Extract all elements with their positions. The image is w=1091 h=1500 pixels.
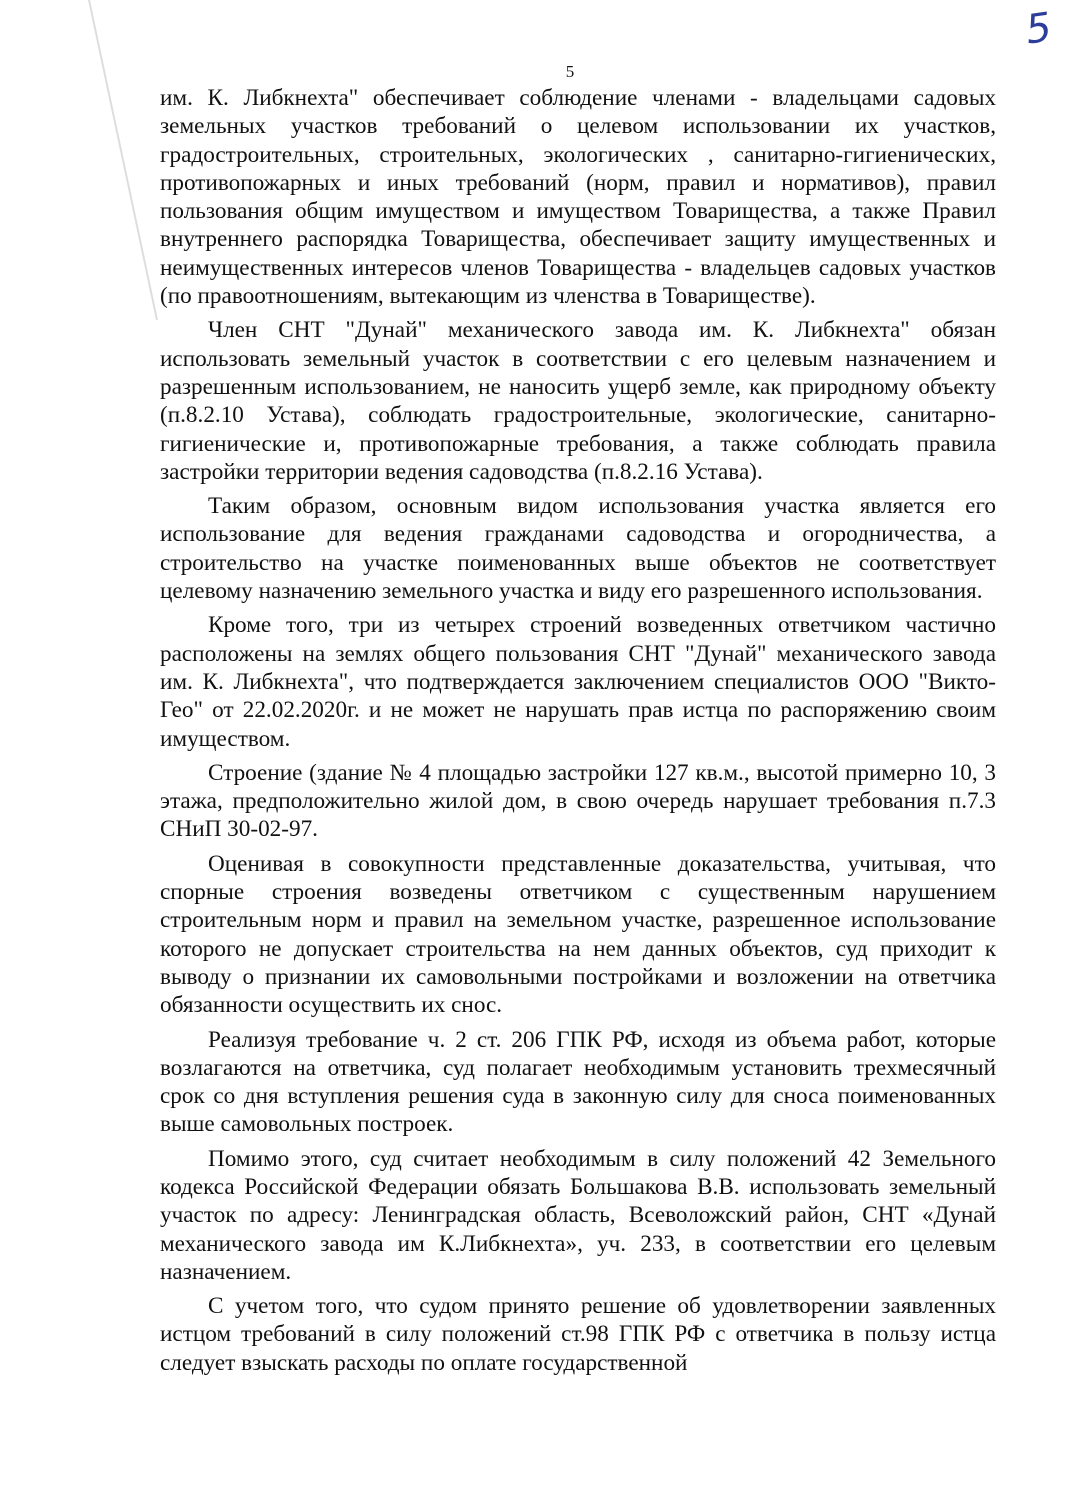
- document-body: [160, 84, 996, 1383]
- paragraph-1: им. К. Либкнехта" обеспечивает соблюдение членами - владельцами садовых земельных участков требований о целевом использовании их участков, градостроительных, строительных, экологических , санитарно-гигиенических, противопожарных и иных требований (норм, правил и нормативов), правил пользования общим имуществом и имуществом Товарищества, а также Правил внутреннего распорядка Товарищества, обеспечивает защиту имущественных и неимущественных интересов членов Товарищества - владельцев садовых участков (по правоотношениям, вытекающим из членства в Товариществе).: [160, 85, 996, 310]
- paragraph-5: Строение (здание № 4 площадью застройки 127 кв.м., высотой примерно 10, 3 этажа, предположительно жилой дом, в свою очередь нарушает требования п.7.3 СНиП 30-02-97.: [160, 759, 996, 843]
- handwritten-page-number: 5: [1022, 4, 1055, 54]
- paragraph-7: Реализуя требование ч. 2 ст. 206 ГПК РФ, исходя из объема работ, которые возлагаются на ответчика, суд полагает необходимым установить трехмесячный срок со дня вступления решения суда в законную силу для сноса поименованных выше самовольных построек.: [160, 1026, 996, 1138]
- paragraph-9: С учетом того, что судом принято решение об удовлетворении заявленных истцом требований в силу положений ст.98 ГПК РФ с ответчика в пользу истца следует взыскать расходы по оплате государственной: [160, 1293, 996, 1376]
- paragraph-6: Оценивая в совокупности представленные доказательства, учитывая, что спорные строения возведены ответчиком с существенным нарушением строительным норм и правил на земельном участке, разрешенное использование которого не допускает строительства на нем данных объектов, суд приходит к выводу о признании их самовольными постройками и возложении на ответчика обязанности осуществить их снос.: [160, 850, 996, 1019]
- paragraph-8: Помимо этого, суд считает необходимым в силу положений 42 Земельного кодекса Российской Федерации обязать Большакова В.В. использовать земельный участок по адресу: Ленинградская область, Всеволожский район, СНТ «Дунай механического завода им К.Либкнехта», уч. 233, в соответствии его целевым назначением.: [160, 1145, 996, 1285]
- paragraph-3: Таким образом, основным видом использования участка является его использование для ведения гражданами садоводства и огородничества, а строительство на участке поименованных выше объектов не соответствует целевому назначению земельного участка и виду его разрешенного использования.: [160, 493, 996, 605]
- paragraph-2: Член СНТ "Дунай" механического завода им. К. Либкнехта" обязан использовать земельный участок в соответствии с его целевым назначением и разрешенным использованием, не наносить ущерб земле, как природному объекту (п.8.2.10 Устава), соблюдать градостроительные, экологические, санитарно-гигиенические и, противопожарные требования, а также соблюдать правила застройки территории ведения садоводства (п.8.2.16 Устава).: [160, 317, 996, 485]
- paragraph-4: Кроме того, три из четырех строений возведенных ответчиком частично расположены на землях общего пользования СНТ "Дунай" механического завода им. К. Либкнехта", что подтверждается заключением специалистов ООО "Викто-Гео" от 22.02.2020г. и не может не нарушать прав истца по распоряжению своим имуществом.: [160, 612, 996, 752]
- page-number: 5: [565, 62, 575, 81]
